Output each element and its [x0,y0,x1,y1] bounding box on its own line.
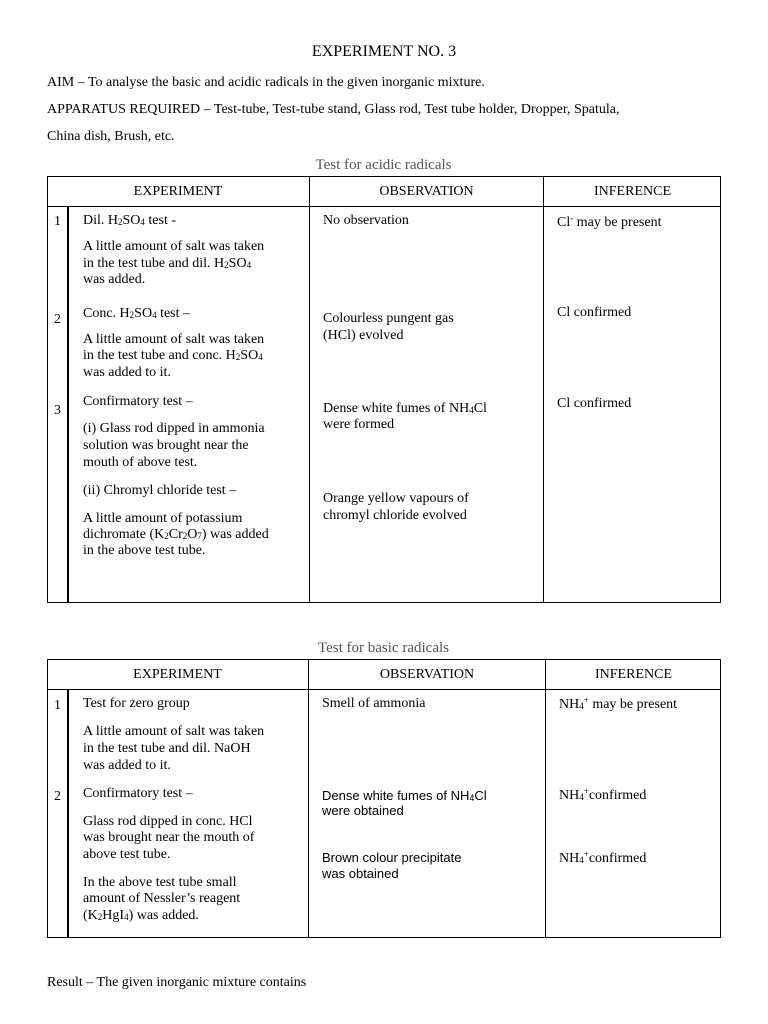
row-number: 1 [54,214,61,229]
experiment-procedure: was added to it. [83,365,171,380]
experiment-procedure: in the above test tube. [83,543,206,558]
experiment-procedure: was added. [83,272,146,287]
header-inference: INFERENCE [594,184,671,199]
observation-text: Dense white fumes of $NH_4Cl$ [323,401,487,416]
observation-text: were obtained [322,803,404,818]
inference-text: Cl- may be present [557,213,662,230]
observation-text: were formed [323,417,395,432]
column-divider [545,659,546,938]
experiment-title: Dil. $H_2SO_4$ test - [83,213,177,228]
experiment-procedure: in the test tube and conc. $H_2SO_4$ [83,348,263,363]
header-observation: OBSERVATION [379,184,474,199]
apparatus-text: APPARATUS REQUIRED – Test-tube, Test-tube stand, Glass rod, Test tube holder, Dropper, Spatula, [47,102,620,117]
experiment-procedure: (i) Glass rod dipped in ammonia [83,421,265,436]
observation-text: was obtained [322,866,399,881]
row-number: 3 [54,403,61,418]
basic-table-caption: Test for basic radicals [318,640,449,656]
observation-text: Brown colour precipitate [322,850,462,865]
experiment-title: Confirmatory test – [83,786,193,801]
number-column-divider [67,689,69,938]
experiment-procedure: was brought near the mouth of [83,830,255,845]
experiment-procedure: was added to it. [83,758,171,773]
column-divider [308,659,309,938]
experiment-procedure: dichromate $(K_2Cr_2O_7)$ was added [83,527,269,542]
experiment-procedure: in the test tube and dil. NaOH [83,741,251,756]
column-divider [543,176,544,603]
experiment-procedure: amount of Nessler’s reagent [83,891,241,906]
observation-text: Dense white fumes of $NH_4Cl$ [322,788,487,803]
experiment-procedure: solution was brought near the [83,438,249,453]
row-number: 2 [54,312,61,327]
experiment-procedure: $(K_2HgI_4)$ was added. [83,908,199,923]
apparatus-text-continued: China dish, Brush, etc. [47,129,175,144]
experiment-procedure: A little amount of salt was taken [83,724,265,739]
aim-text: AIM – To analyse the basic and acidic radicals in the given inorganic mixture. [47,75,485,90]
result-text: Result – The given inorganic mixture contains [47,975,307,990]
column-divider [309,176,310,603]
observation-text: Orange yellow vapours of [323,491,469,506]
experiment-title: Conc. $H_2SO_4$ test – [83,306,191,321]
observation-text: (HCl) evolved [323,328,404,343]
number-column-divider [67,206,69,603]
experiment-title: (ii) Chromyl chloride test – [83,483,237,498]
experiment-procedure: A little amount of salt was taken [83,239,265,254]
inference-text: Cl confirmed [557,396,632,411]
experiment-procedure: Glass rod dipped in conc. HCl [83,814,253,829]
observation-text: Colourless pungent gas [323,311,454,326]
header-experiment: EXPERIMENT [133,184,223,199]
row-number: 1 [54,698,61,713]
header-observation: OBSERVATION [379,667,475,682]
inference-text: Cl confirmed [557,305,632,320]
observation-text: Smell of ammonia [322,696,426,711]
experiment-title: Test for zero group [83,696,190,711]
experiment-procedure: above test tube. [83,847,171,862]
inference-text: $NH_4^+confirmed$ [559,849,647,866]
header-divider [47,689,721,690]
experiment-procedure: A little amount of potassium [83,511,243,526]
header-inference: INFERENCE [595,667,672,682]
row-number: 2 [54,789,61,804]
experiment-procedure: A little amount of salt was taken [83,332,265,347]
observation-text: No observation [323,213,409,228]
header-experiment: EXPERIMENT [133,667,222,682]
inference-text: $NH_4^+$ may be present [559,695,678,712]
experiment-procedure: mouth of above test. [83,455,198,470]
acidic-table-caption: Test for acidic radicals [315,157,452,173]
header-divider [47,206,721,207]
page-title: EXPERIMENT NO. 3 [311,43,457,60]
experiment-title: Confirmatory test – [83,394,193,409]
observation-text: chromyl chloride evolved [323,508,467,523]
inference-text: $NH_4^+confirmed$ [559,786,647,803]
experiment-procedure: in the test tube and dil. $H_2SO_4$ [83,256,252,271]
experiment-procedure: In the above test tube small [83,875,237,890]
